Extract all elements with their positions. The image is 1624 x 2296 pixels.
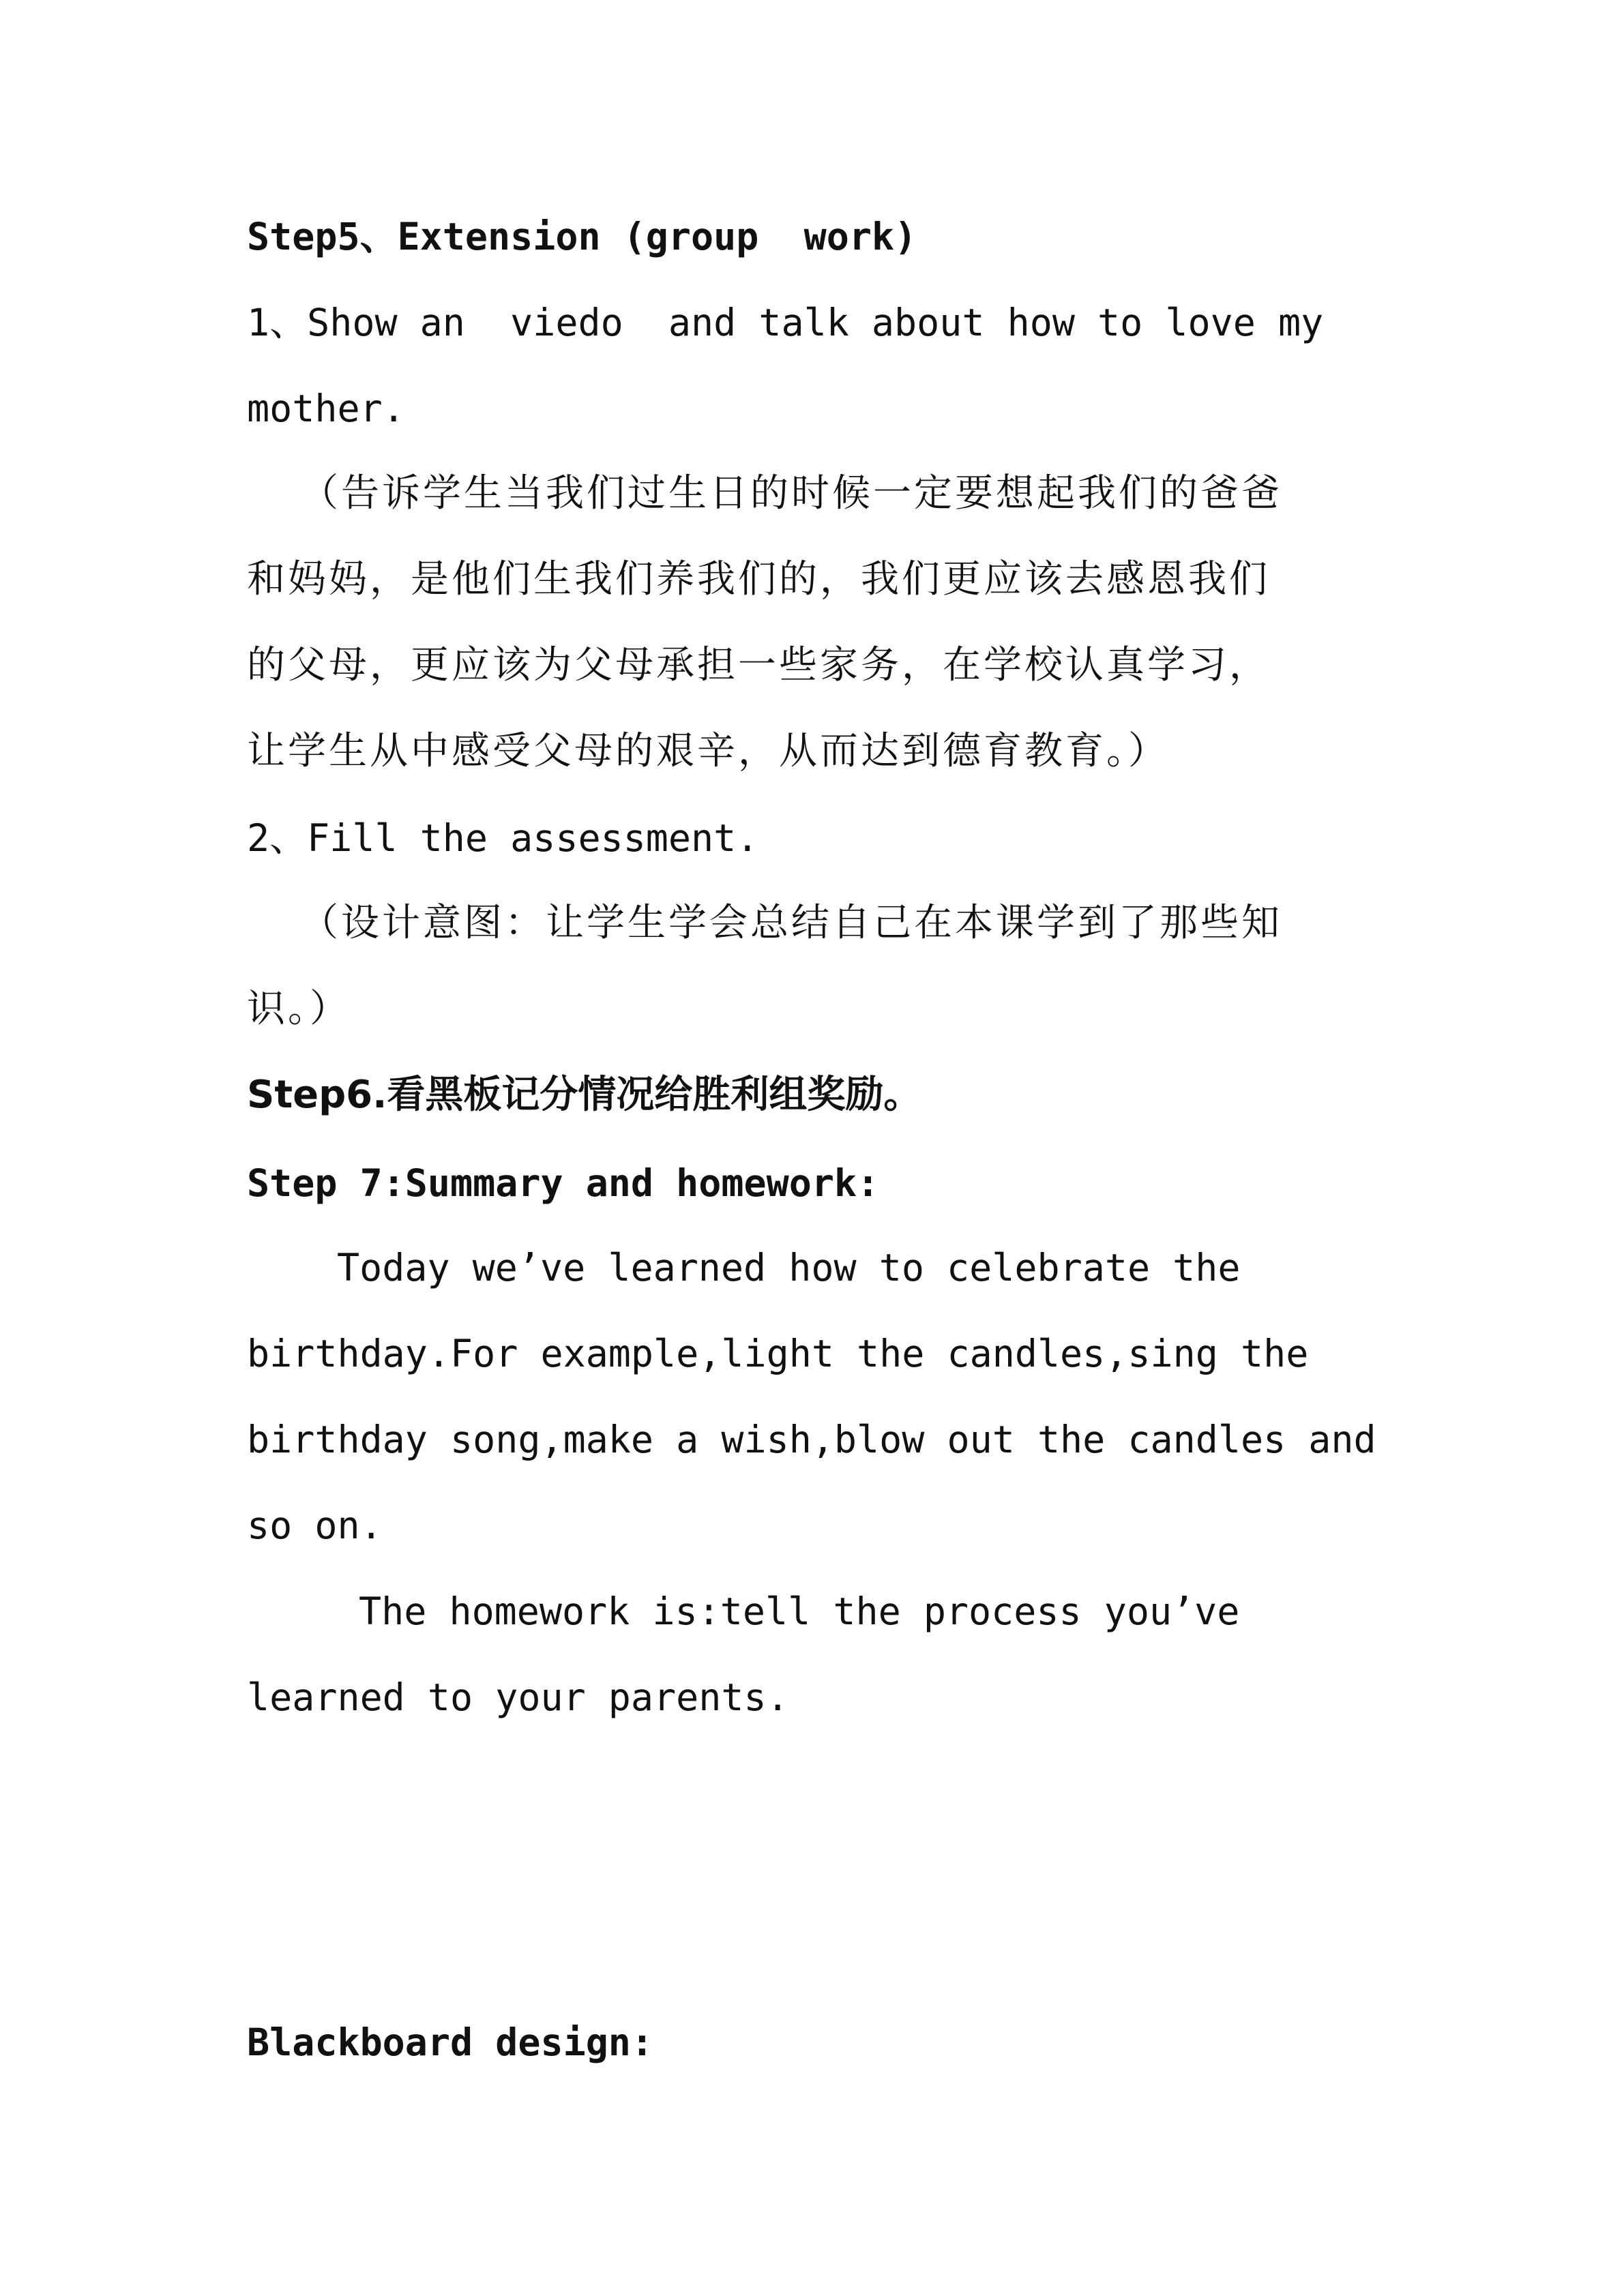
step5-note2-line2: 识。） <box>247 987 351 1031</box>
step5-item2: 2、Fill the assessment. <box>247 816 759 860</box>
step5-heading: Step5、Extension (group work) <box>247 215 917 258</box>
blackboard-heading: Blackboard design: <box>247 2021 654 2064</box>
step5-note2-line1: （设计意图：让学生学会总结自己在本课学到了那些知 <box>300 901 1282 945</box>
summary-line3: birthday song,make a wish,blow out the candles and <box>247 1418 1376 1461</box>
step5-note1-line4: 让学生从中感受父母的艰辛，从而达到德育教育。） <box>247 729 1169 773</box>
step7-heading: Step 7:Summary and homework: <box>247 1161 880 1205</box>
summary-line4: so on. <box>247 1504 383 1547</box>
homework-line2: learned to your parents. <box>247 1675 789 1719</box>
step6-heading: Step6.看黑板记分情况给胜利组奖励。 <box>247 1073 922 1117</box>
summary-line1: Today we’ve learned how to celebrate the <box>337 1246 1241 1289</box>
step5-note1-line2: 和妈妈，是他们生我们养我们的，我们更应该去感恩我们 <box>247 557 1270 601</box>
homework-line1: The homework is:tell the process you’ve <box>359 1590 1240 1633</box>
step5-item1-line2: mother. <box>247 387 405 430</box>
step5-item1-line1: 1、Show an viedo and talk about how to love my <box>247 301 1324 344</box>
step5-note1-line1: （告诉学生当我们过生日的时候一定要想起我们的爸爸 <box>300 471 1282 516</box>
step5-note1-line3: 的父母，更应该为父母承担一些家务，在学校认真学习， <box>247 643 1270 687</box>
summary-line2: birthday.For example,light the candles,sing the <box>247 1332 1309 1375</box>
